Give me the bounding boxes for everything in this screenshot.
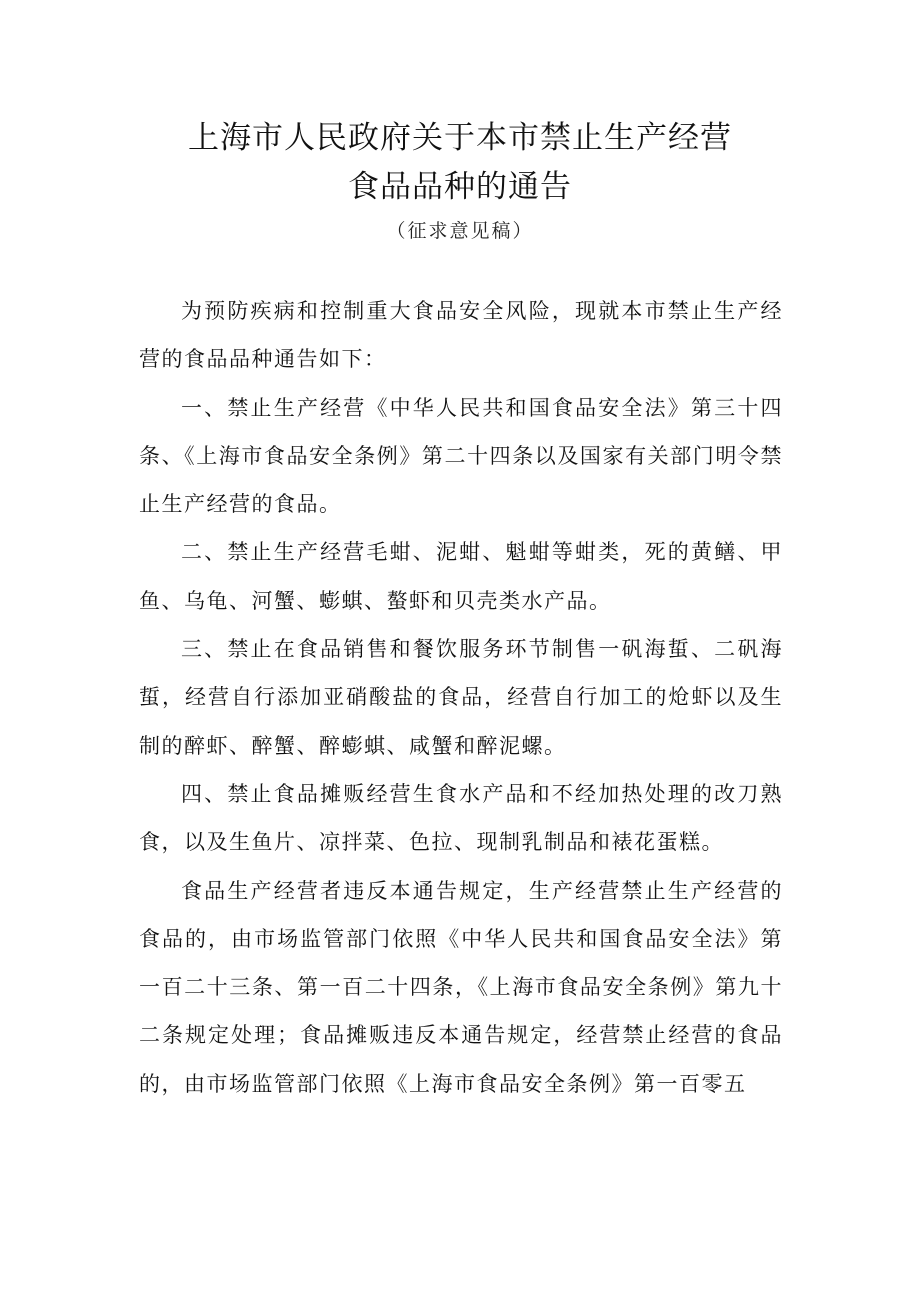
- paragraph-intro: 为预防疾病和控制重大食品安全风险，现就本市禁止生产经营的食品品种通告如下：: [139, 299, 783, 372]
- paragraph-item-4: 四、禁止食品摊贩经营生食水产品和不经加热处理的改刀熟食，以及生鱼片、凉拌菜、色拉、现制乳制品和裱花蛋糕。: [139, 781, 783, 855]
- paragraph-item-2: 二、禁止生产经营毛蚶、泥蚶、魁蚶等蚶类，死的黄鳝、甲鱼、乌龟、河蟹、蟛蜞、螯虾和贝壳类水产品。: [139, 540, 783, 613]
- document-body: [139, 287, 783, 1108]
- document-title-line-2: 食品品种的通告: [348, 169, 572, 205]
- document-subtitle: （征求意见稿）: [386, 220, 534, 242]
- paragraph-item-3: 三、禁止在食品销售和餐饮服务环节制售一矾海蜇、二矾海蜇，经营自行添加亚硝酸盐的食品，经营自行加工的炝虾以及生制的醉虾、醉蟹、醉蟛蜞、咸蟹和醉泥螺。: [139, 637, 783, 758]
- document-title-line-1: 上海市人民政府关于本市禁止生产经营: [188, 120, 732, 156]
- paragraph-item-1: 一、禁止生产经营《中华人民共和国食品安全法》第三十四条、《上海市食品安全条例》第二十四条以及国家有关部门明令禁止生产经营的食品。: [139, 395, 783, 517]
- paragraph-penalty: 食品生产经营者违反本通告规定，生产经营禁止生产经营的食品的，由市场监管部门依照《中华人民共和国食品安全法》第一百二十三条、第一百二十四条，《上海市食品安全条例》第九十二条规定处理；食品摊贩违反本通告规定，经营禁止经营的食品的，由市场监管部门依照《上海市食品安全条例》第一百零五: [139, 878, 783, 1096]
